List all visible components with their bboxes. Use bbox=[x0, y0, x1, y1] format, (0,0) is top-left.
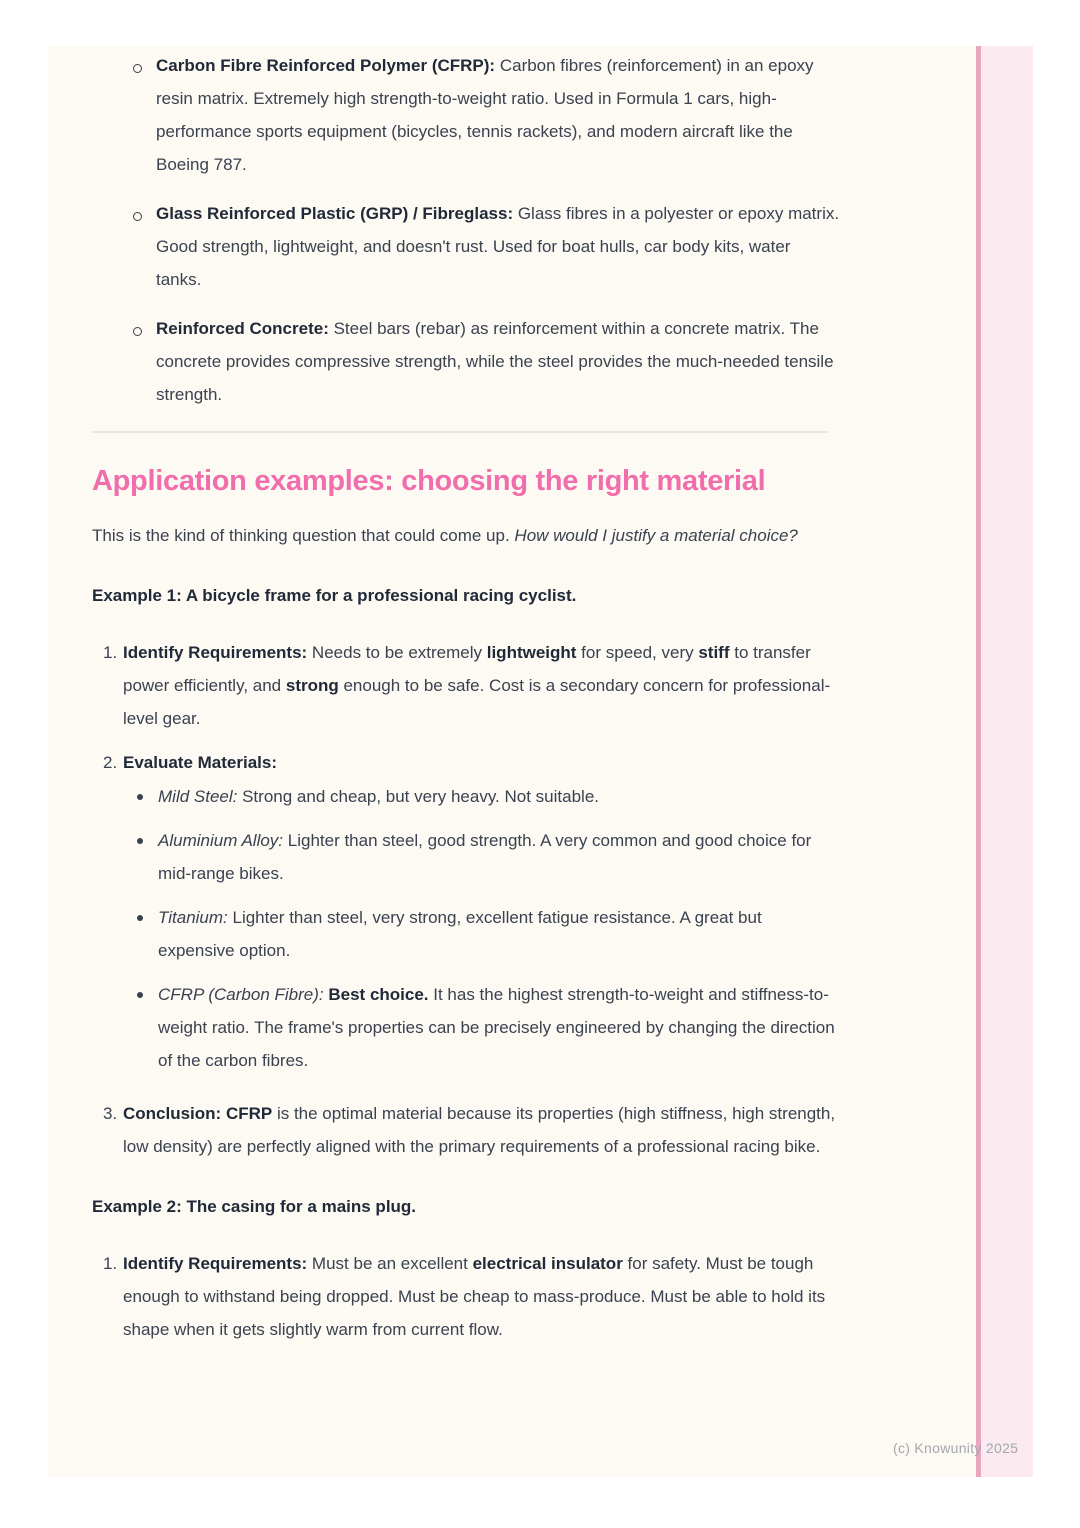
text-segment: Aluminium Alloy: bbox=[158, 831, 284, 850]
material-text bbox=[156, 312, 840, 411]
material-item-reinforced-concrete bbox=[92, 312, 840, 411]
text-segment: lightweight bbox=[486, 643, 577, 662]
text-segment: is the optimal material because its properties (high stiffness, high strength, low density) are perfectly aligned with the primary requirements of a professional racing bike. bbox=[123, 1104, 836, 1156]
text-segment: to transfer power efficiently, and bbox=[123, 643, 811, 695]
evaluation-text bbox=[158, 901, 840, 967]
evaluation-item-titanium bbox=[123, 901, 840, 967]
evaluation-item-cfrp bbox=[123, 978, 840, 1077]
document-page bbox=[48, 46, 1033, 1477]
step-evaluate-materials bbox=[92, 746, 840, 1077]
dot-bullet-icon bbox=[137, 838, 143, 844]
step-identify-requirements bbox=[92, 1247, 840, 1346]
section-intro bbox=[92, 519, 840, 552]
step-conclusion bbox=[92, 1097, 840, 1163]
text-segment: Identify Requirements: bbox=[123, 643, 308, 662]
example1-heading: Example 1: A bicycle frame for a professional racing cyclist. bbox=[92, 586, 577, 605]
text-segment: It has the highest strength-to-weight and stiffness-to-weight ratio. The frame's properties can be precisely engineered by changing the direction of the carbon fibres. bbox=[158, 985, 835, 1070]
text-segment: Glass fibres in a polyester or epoxy matrix. Good strength, lightweight, and doesn't rust. Used for boat hulls, car body kits, water tanks. bbox=[156, 204, 840, 289]
text-segment: enough to be safe. Cost is a secondary concern for professional-level gear. bbox=[123, 676, 831, 728]
text-segment: How would I justify a material choice? bbox=[514, 526, 798, 545]
page-edge-strip bbox=[976, 46, 1033, 1477]
text-segment: Conclusion: CFRP bbox=[123, 1104, 273, 1123]
text-segment: CFRP (Carbon Fibre): bbox=[158, 985, 324, 1004]
step-identify-requirements bbox=[92, 636, 840, 735]
example2-heading: Example 2: The casing for a mains plug. bbox=[92, 1197, 417, 1216]
text-segment: Glass Reinforced Plastic (GRP) / Fibreglass: bbox=[156, 204, 514, 223]
text-segment: electrical insulator bbox=[472, 1254, 623, 1273]
step-text bbox=[123, 746, 840, 779]
step-number: 1. bbox=[103, 1254, 118, 1273]
circle-bullet-icon bbox=[133, 64, 142, 73]
text-segment: strong bbox=[285, 676, 339, 695]
text-segment: This is the kind of thinking question that could come up. bbox=[92, 526, 515, 545]
step-number: 3. bbox=[103, 1104, 118, 1123]
text-segment: for safety. Must be tough enough to withstand being dropped. Must be cheap to mass-produce. Must be able to hold its shape when it gets slightly warm from current flow. bbox=[123, 1254, 826, 1339]
text-segment: Needs to be extremely bbox=[307, 643, 487, 662]
text-segment: Identify Requirements: bbox=[123, 1254, 308, 1273]
text-segment: Lighter than steel, good strength. A very common and good choice for mid-range bikes. bbox=[158, 831, 812, 883]
material-evaluation-list bbox=[123, 780, 840, 1077]
text-segment: Carbon fibres (reinforcement) in an epoxy resin matrix. Extremely high strength-to-weight ratio. Used in Formula 1 cars, high-performance sports equipment (bicycles, tennis rackets), and modern aircraft like the Boeing 787. bbox=[156, 56, 814, 174]
text-segment: for speed, very bbox=[576, 643, 699, 662]
step-text bbox=[123, 1097, 840, 1163]
evaluation-text bbox=[158, 780, 840, 813]
example1-steps bbox=[92, 636, 840, 1163]
evaluation-text bbox=[158, 978, 840, 1077]
example2-steps bbox=[92, 1247, 840, 1346]
section-divider bbox=[92, 431, 828, 433]
step-text bbox=[123, 636, 840, 735]
evaluation-text bbox=[158, 824, 840, 890]
text-segment: Evaluate Materials: bbox=[123, 753, 278, 772]
text-segment: Reinforced Concrete: bbox=[156, 319, 329, 338]
step-text bbox=[123, 1247, 840, 1346]
material-item-grp bbox=[92, 197, 840, 296]
text-segment: Titanium: bbox=[158, 908, 228, 927]
circle-bullet-icon bbox=[133, 212, 142, 221]
dot-bullet-icon bbox=[137, 992, 143, 998]
dot-bullet-icon bbox=[137, 915, 143, 921]
material-item-cfrp bbox=[92, 49, 840, 181]
dot-bullet-icon bbox=[137, 794, 143, 800]
page-content bbox=[92, 49, 840, 1346]
step-number: 2. bbox=[103, 753, 118, 772]
text-segment: Mild Steel: bbox=[158, 787, 238, 806]
copyright-watermark: (c) Knowunity 2025 bbox=[893, 1440, 1019, 1456]
text-segment: Lighter than steel, very strong, excellent fatigue resistance. A great but expensive option. bbox=[158, 908, 762, 960]
section-heading: Application examples: choosing the right material bbox=[92, 465, 766, 497]
text-segment: Best choice. bbox=[328, 985, 429, 1004]
step-number: 1. bbox=[103, 643, 118, 662]
evaluation-item-aluminium-alloy bbox=[123, 824, 840, 890]
text-segment: Carbon Fibre Reinforced Polymer (CFRP): bbox=[156, 56, 496, 75]
text-segment: Must be an excellent bbox=[307, 1254, 473, 1273]
text-segment: stiff bbox=[698, 643, 730, 662]
material-text bbox=[156, 197, 840, 296]
text-segment: Strong and cheap, but very heavy. Not suitable. bbox=[237, 787, 599, 806]
material-text bbox=[156, 49, 840, 181]
evaluation-item-mild-steel bbox=[123, 780, 840, 813]
circle-bullet-icon bbox=[133, 327, 142, 336]
text-segment: Steel bars (rebar) as reinforcement within a concrete matrix. The concrete provides compressive strength, while the steel provides the much-needed tensile strength. bbox=[156, 319, 834, 404]
composite-materials-list bbox=[92, 49, 840, 411]
